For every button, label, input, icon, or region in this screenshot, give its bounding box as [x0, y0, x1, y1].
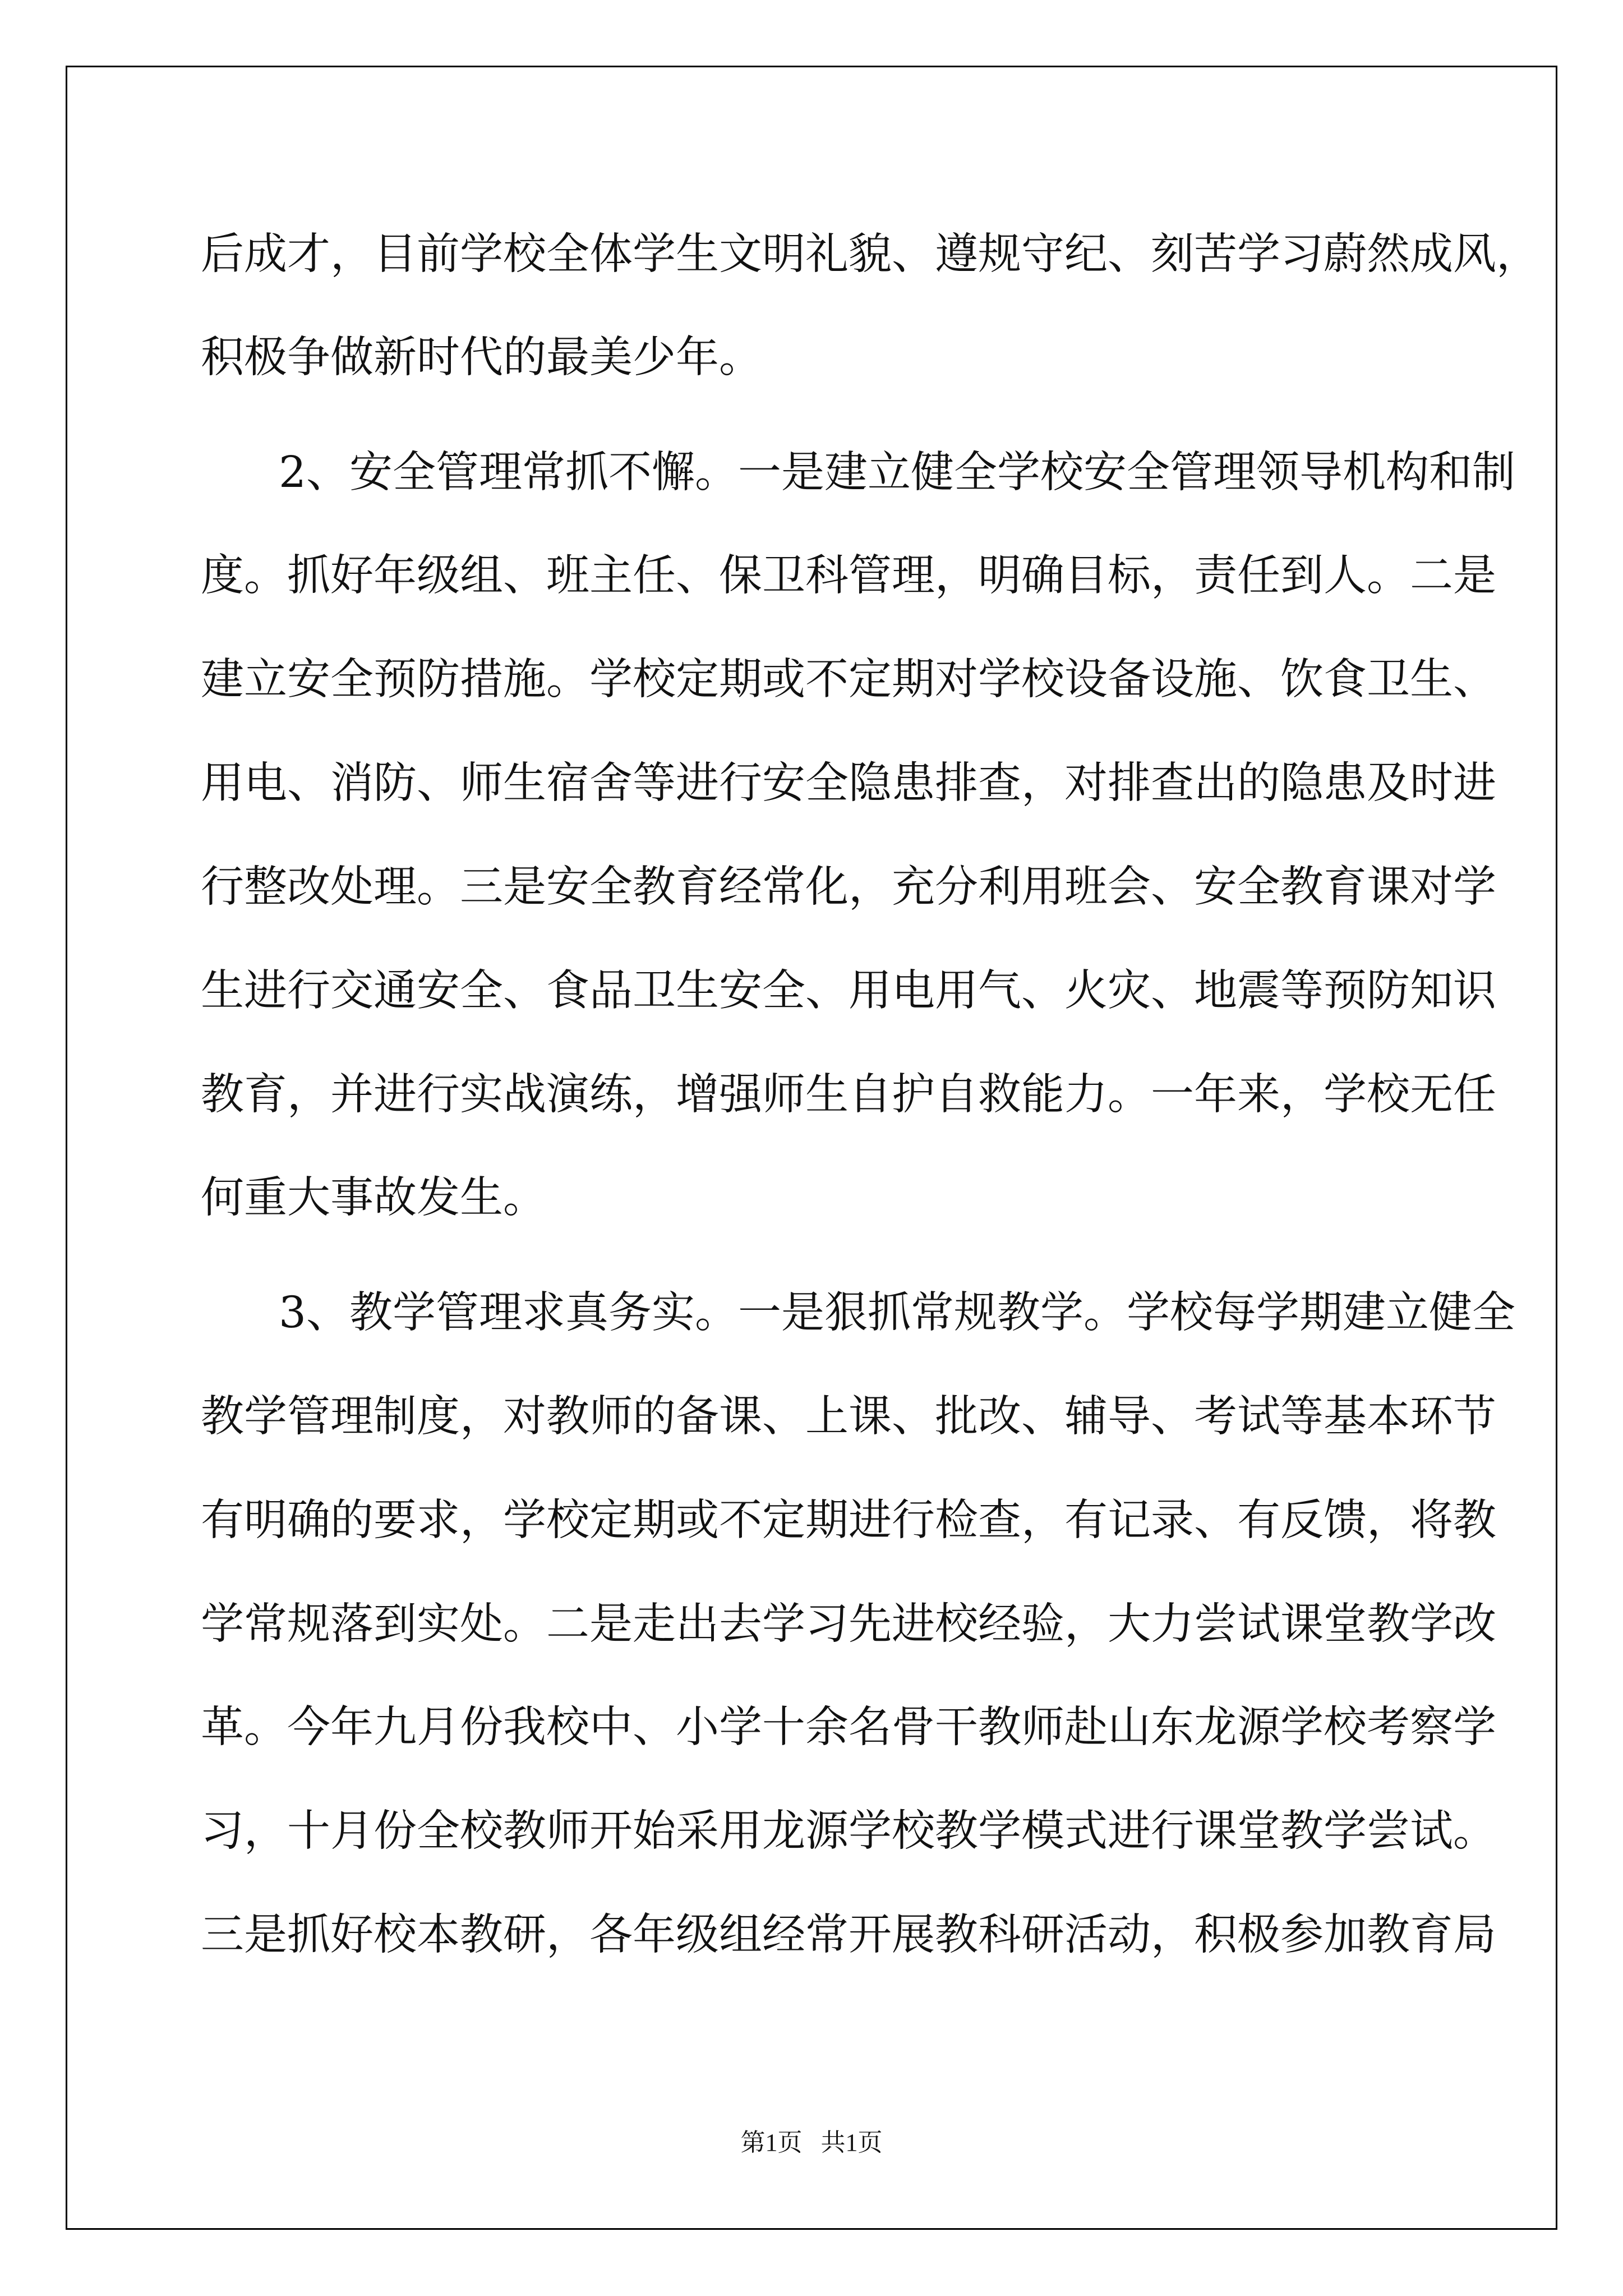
text-line: 习，十月份全校教师开始采用龙源学校教学模式进行课堂教学尝试。 [201, 1806, 1496, 1856]
text-line: 三是抓好校本教研，各年级组经常开展教科研活动，积极参加教育局 [201, 1910, 1496, 1960]
text-line: 革。今年九月份我校中、小学十余名骨干教师赴山东龙源学校考察学 [201, 1703, 1496, 1752]
paragraph-start-line: 2、安全管理常抓不懈。一是建立健全学校安全管理领导机构和制 [279, 448, 1515, 498]
text-line: 何重大事故发生。 [201, 1173, 546, 1223]
text-line: 教学管理制度，对教师的备课、上课、批改、辅导、考试等基本环节 [201, 1392, 1496, 1442]
text-line: 学常规落到实处。二是走出去学习先进校经验，大力尝试课堂教学改 [201, 1599, 1496, 1649]
text-line: 行整改处理。三是安全教育经常化，充分利用班会、安全教育课对学 [201, 862, 1496, 912]
text-line: 教育，并进行实战演练，增强师生自护自救能力。一年来，学校无任 [201, 1070, 1496, 1120]
paragraph-start-line: 3、教学管理求真务实。一是狠抓常规教学。学校每学期建立健全 [279, 1288, 1515, 1338]
text-line: 有明确的要求，学校定期或不定期进行检查，有记录、有反馈，将教 [201, 1496, 1496, 1545]
text-line: 用电、消防、师生宿舍等进行安全隐患排查，对排查出的隐患及时进 [201, 758, 1496, 808]
text-line: 生进行交通安全、食品卫生安全、用电用气、火灾、地震等预防知识 [201, 966, 1496, 1016]
text-line: 度。抓好年级组、班主任、保卫科管理，明确目标，责任到人。二是 [201, 551, 1496, 601]
text-line: 积极争做新时代的最美少年。 [201, 333, 762, 383]
text-line: 后成才，目前学校全体学生文明礼貌、遵规守纪、刻苦学习蔚然成风， [201, 229, 1539, 279]
page-border [66, 66, 1557, 2230]
text-line: 建立安全预防措施。学校定期或不定期对学校设备设施、饮食卫生、 [201, 655, 1496, 705]
page-footer: 第1页 共1页 [740, 2129, 883, 2156]
